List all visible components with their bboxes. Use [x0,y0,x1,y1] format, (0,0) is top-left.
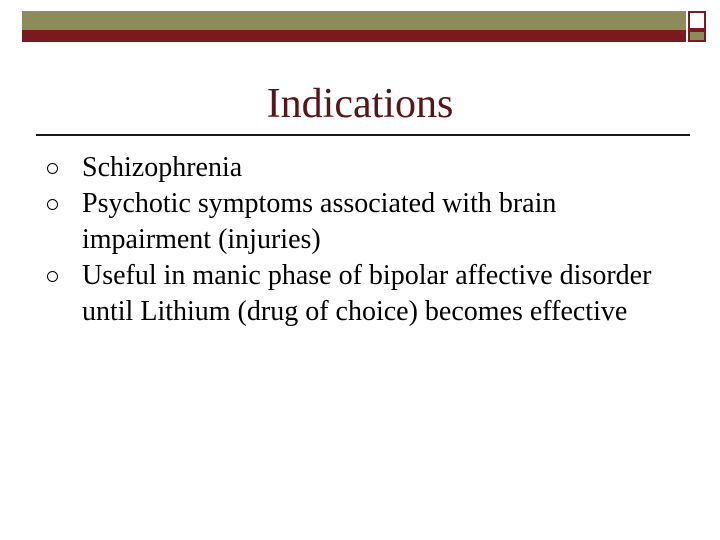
slide-title: Indications [266,81,454,127]
bullet-text: Schizophrenia [82,152,243,183]
bullet-item [40,186,680,258]
header-corner-square-top [688,11,706,30]
bullet-text: Psychotic symptoms associated with brain impairment (injuries) [82,188,557,255]
header-accent-bar-bottom [22,30,686,42]
slide-title-container [0,76,720,132]
bullet-text: Useful in manic phase of bipolar affective disorder until Lithium (drug of choice) becomes effective [82,260,652,327]
bullet-item [40,150,680,186]
bullet-list [40,150,680,330]
title-divider [36,134,690,136]
header-corner-square-bottom [688,30,706,42]
hollow-circle-bullet-icon [47,271,58,282]
hollow-circle-bullet-icon [47,163,58,174]
hollow-circle-bullet-icon [47,199,58,210]
header-accent-bar-top [22,11,686,30]
bullet-item [40,258,680,330]
